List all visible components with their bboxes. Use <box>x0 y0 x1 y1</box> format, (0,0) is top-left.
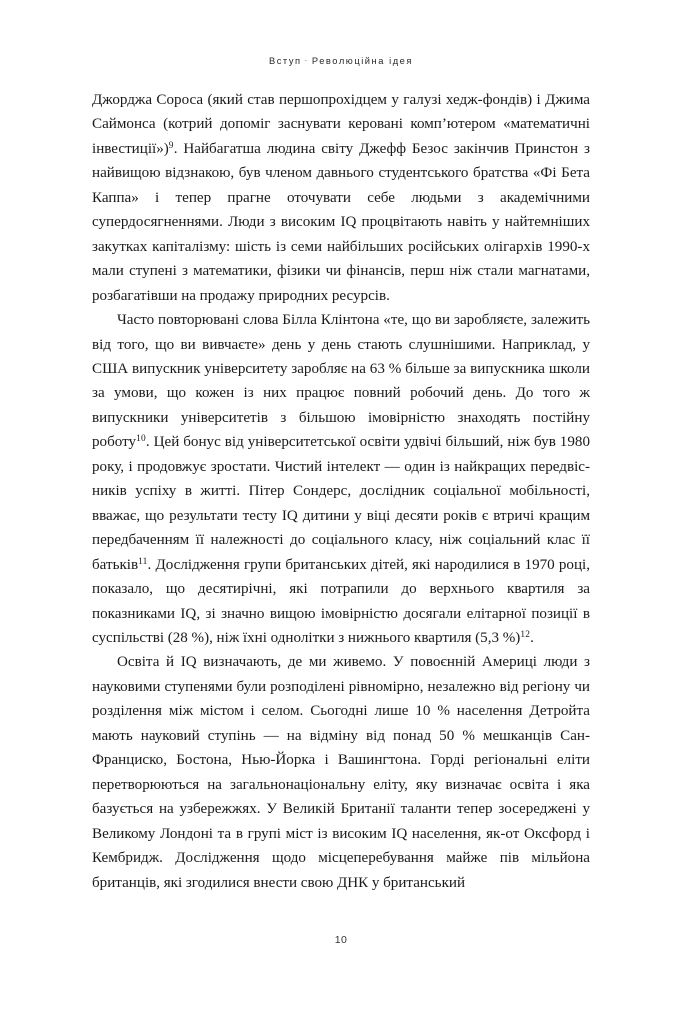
body-text-block <box>92 88 590 895</box>
footnote-reference[interactable]: 10 <box>136 434 146 445</box>
paragraph-text: Джорджа Сороса (який став першопрохідцем у галузі хедж-фондів) і Джима Саймонса (котрий допоміг заснувати керовані комп’ютером «математичні інвестиції») <box>92 92 590 157</box>
footnote-reference[interactable]: 9 <box>168 141 174 152</box>
page-number: 10 <box>334 934 348 946</box>
paragraph-text: Освіта й IQ визначають, де ми живемо. У повоєнній Америці люди з науковими ступенями були розподілені рівномірно, незалежно від регіону чи розділення між містом і селом. Сьогодні лише 10 % населення Детройта мають науковий ступінь — на відміну від понад 50 % мешканців Сан-Франциско, Бостона, Нью-Йорка і Вашингтона. Горді регіональні еліти перетворюються на загальнонаціональну еліту, яку визначає освіта і яка базується на узбережжях. У Великій Британії таланти тепер зосереджені у Великому Лондоні та в групі міст із високим IQ населення, як-от Оксфорд і Кембридж. Дослідження щодо місцеперебування майже пів мільйона британців, які згодилися внести свою ДНК у британський <box>92 654 590 891</box>
running-header <box>0 56 682 66</box>
paragraph <box>92 308 590 650</box>
running-header-chapter-title: Революційна ідея <box>311 56 413 66</box>
paragraph-text: . Цей бонус від університетської освіти удвічі більший, ніж був 1980 року, і продовжує зростати. Чистий інтелект — один із найкращих передвісників успіху в житті. Пітер Сондерс, дослідник соціальної мобільності, вважає, що результати тесту IQ дитини у віці десяти років є втричі кращим передбаченням її належності до соціального класу, ніж соціальний клас її батьків <box>92 434 590 573</box>
footnote-reference[interactable]: 11 <box>138 556 148 567</box>
paragraph-text: Часто повторювані слова Білла Клінтона «те, що ви заробляєте, залежить від того, що ви вивчаєте» день у день стають слушнішими. Наприклад, у США випускник університету заробляє на 63 % більше за випускника школи за умови, що кожен із них працює повний робочий день. До того ж випускники університетів з більшою імовірністю знаходять постійну роботу <box>92 312 590 451</box>
paragraph <box>92 88 590 308</box>
running-header-section: Вступ <box>268 56 302 66</box>
running-header-separator: · <box>304 56 309 65</box>
footnote-reference[interactable]: 12 <box>520 630 531 641</box>
paragraph-text: . Найбагатша людина світу Джефф Безос закінчив Принстон з найвищою відзнакою, був членом давнього студентського братства «Фі Бета Каппа» і тепер прагне оточувати себе людьми з академічними супердосягненнями. Люди з високим IQ процвітають навіть у найтемніших закутках капіталізму: шість із семи найбільших російських олігархів 1990-х мали ступені з математики, фізики чи фінансів, перш ніж стали магнатами, розбагатівши на продажу природних ресурсів. <box>92 140 590 304</box>
paragraph <box>92 650 590 895</box>
paragraph-text: . <box>530 629 534 646</box>
paragraph-text: . Дослідження групи британських дітей, які народилися в 1970 році, показало, що десятирічні, які потрапили до верхнього квартиля за показниками IQ, зі значно вищою імовірністю досягали елітарної позиції в суспільстві (28 %), ніж їхні однолітки з нижнього квартиля (5,3 %) <box>92 556 590 646</box>
